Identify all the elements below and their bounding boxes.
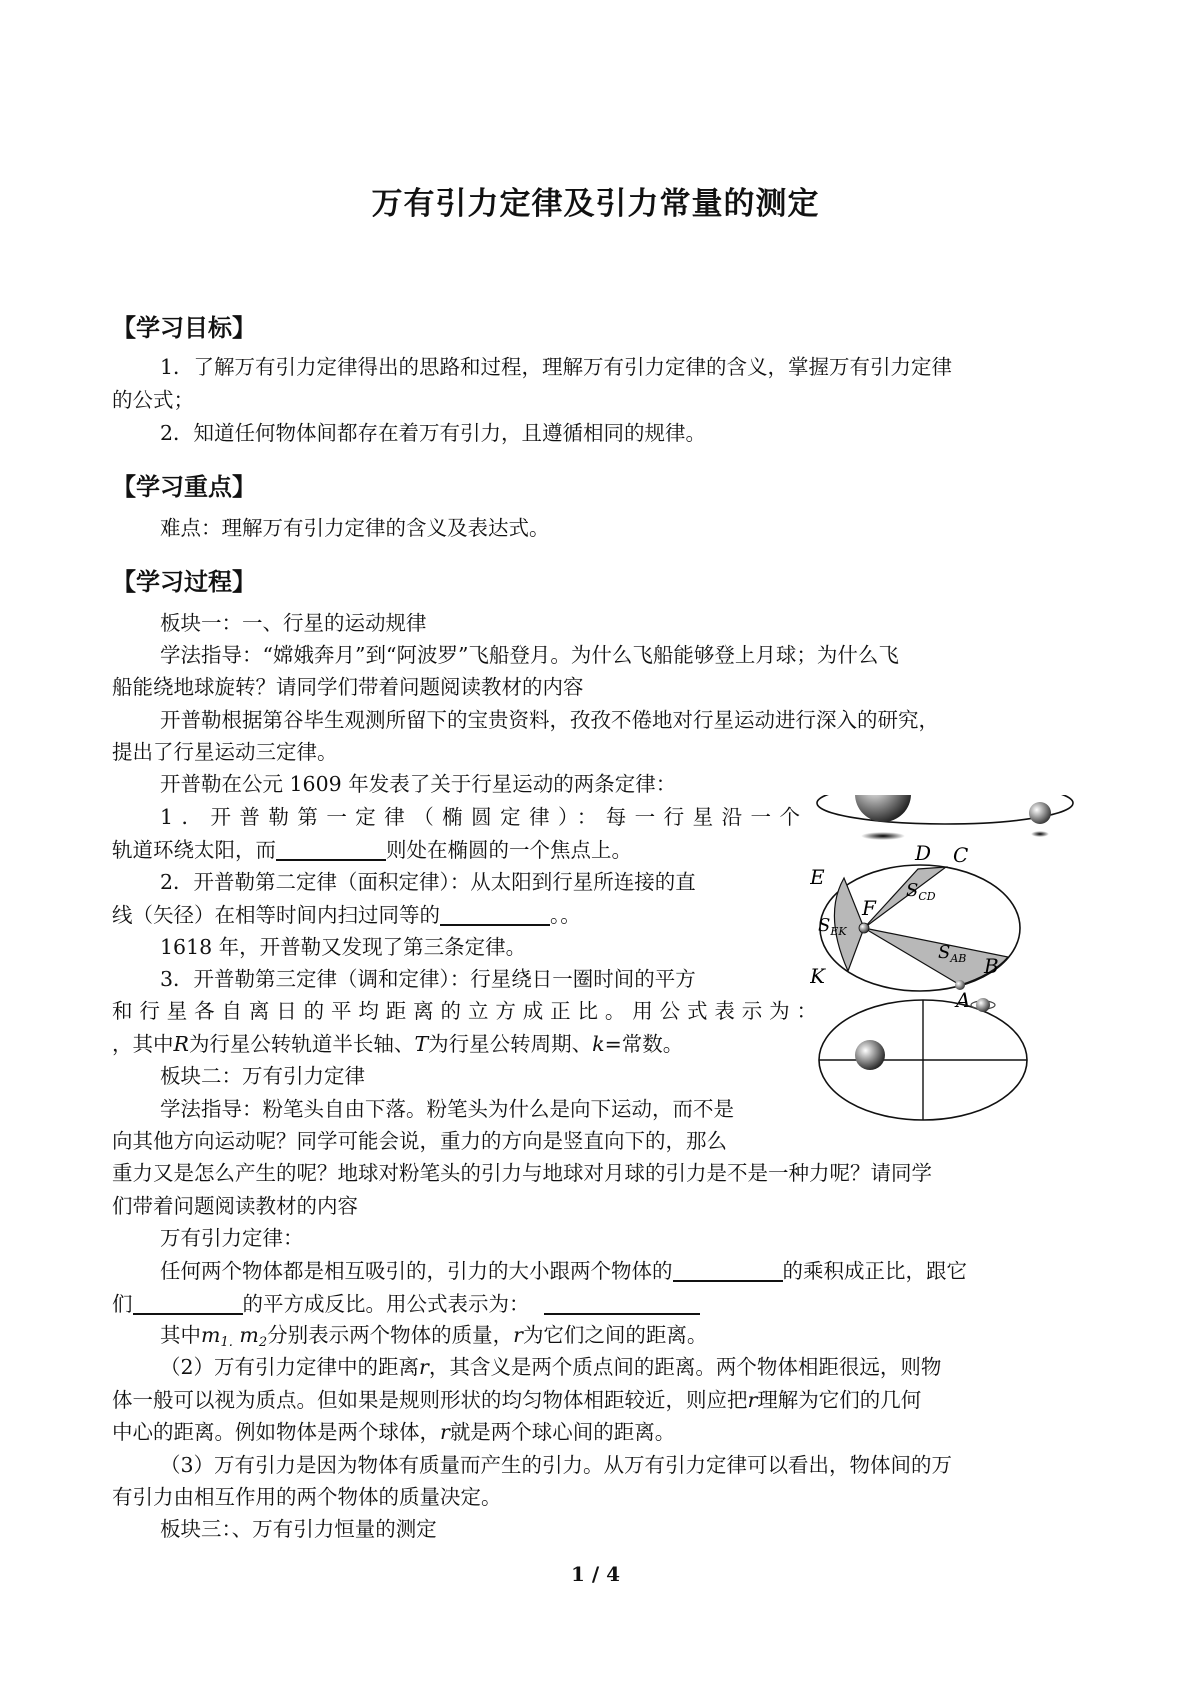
sun-shadow [861, 832, 905, 840]
p2-text-b2: 理解为它们的几何 [757, 1388, 922, 1412]
guide2-line-a: 学法指导：粉笔头自由下落。粉笔头为什么是向下运动，而不是 [160, 1097, 734, 1121]
point3-line-a: （3）万有引力是因为物体有质量而产生的引力。从万有引力定律可以看出，物体间的万 [160, 1453, 953, 1477]
focus-text: 难点：理解万有引力定律的含义及表达式。 [160, 516, 550, 540]
law-line-b [112, 1293, 700, 1315]
symbol-r: r [513, 1323, 523, 1347]
planet [1029, 802, 1051, 824]
label-s-ab: $S_{AB}$ [938, 942, 967, 965]
section-heading-goals: 【学习目标】 [112, 314, 256, 342]
symbol-R: R [173, 1032, 189, 1056]
section-heading-process: 【学习过程】 [112, 568, 256, 596]
p2-text-b1: 体一般可以视为质点。但如果是规则形状的均匀物体相距较近，则应把 [112, 1388, 748, 1412]
law2-line-a: 2．开普勒第二定律（面积定律）：从太阳到行星所连接的直 [160, 870, 696, 894]
blank-area[interactable] [440, 904, 550, 926]
axes-sun [855, 1040, 885, 1070]
law3-line-b: 和行星各自离日的平均距离的立方成正比。用公式表示为： [112, 999, 817, 1023]
law3-line-c [112, 1034, 683, 1055]
point2-line-a [160, 1357, 941, 1378]
focus-sun [859, 923, 869, 933]
orbit-figure [817, 795, 1073, 840]
guide1-line-a: 学法指导：“嫦娥奔月”到“阿波罗”飞船登月。为什么飞船能够登上月球；为什么飞 [160, 643, 899, 667]
guide2-line-b: 向其他方向运动呢？同学可能会说，重力的方向是竖直向下的，那么 [112, 1129, 727, 1153]
label-s-ek: $S_{EK}$ [818, 915, 847, 938]
p2-c-symbol-r: r [440, 1420, 450, 1444]
guide1-line-b: 船能绕地球旋转？请同学们带着问题阅读教材的内容 [112, 675, 584, 699]
symbol-m1-sub: 1. [220, 1335, 233, 1350]
symbol-m1: m [201, 1323, 221, 1347]
p2-text-a2: ，其含义是两个质点间的距离。两个物体相距很远，则物 [428, 1355, 942, 1379]
blank-distance[interactable] [133, 1293, 243, 1315]
p2-b-symbol-r: r [747, 1388, 758, 1412]
law2-text-pre: 线（矢径）在相等时间内扫过同等的 [112, 903, 440, 927]
block3-title: 板块三：、万有引力恒量的测定 [160, 1517, 437, 1541]
page-title: 万有引力定律及引力常量的测定 [371, 186, 820, 222]
section-heading-focus: 【学习重点】 [112, 473, 256, 501]
law1-line-b [112, 839, 632, 861]
guide2-line-c: 重力又是怎么产生的呢？地球对粉笔头的引力与地球对月球的引力是不是一种力呢？请同学 [112, 1161, 932, 1185]
law1-text-pre: 轨道环绕太阳，而 [112, 838, 276, 862]
law3-text-3: 为行星公转周期、 [428, 1032, 593, 1056]
where-text-pre: 其中 [160, 1323, 201, 1347]
label-b: B [984, 954, 999, 978]
blank-sun[interactable] [276, 839, 386, 861]
blank-mass-product[interactable] [673, 1260, 783, 1282]
goal-item-2: 2．知道任何物体间都存在着万有引力，且遵循相同的规律。 [160, 421, 707, 445]
law3-line-a: 3．开普勒第三定律（调和定律）：行星绕日一圈时间的平方 [160, 967, 696, 991]
label-c: C [953, 843, 969, 867]
page-number: 1 / 4 [570, 1562, 621, 1586]
blank-formula[interactable] [544, 1293, 700, 1315]
symbol-T: T [414, 1032, 429, 1056]
point2-line-b [112, 1390, 921, 1411]
law1-line-a: 1．开普勒第一定律（椭圆定律）：每一行星沿一个 [160, 805, 800, 829]
law-text-b-mid: 的平方成反比。用公式表示为： [242, 1292, 530, 1316]
label-f: F [862, 896, 876, 920]
kepler-1609: 开普勒在公元 1609 年发表了关于行星运动的两条定律： [160, 772, 677, 796]
kepler-figures [810, 795, 1080, 1125]
p2-text-c2: 就是两个球心间的距离。 [449, 1420, 676, 1444]
where-text-mid: 分别表示两个物体的质量， [267, 1323, 514, 1347]
law-text-b-pre: 们 [112, 1292, 133, 1316]
label-a: A [956, 988, 971, 1012]
block2-title: 板块二：万有引力定律 [160, 1064, 365, 1088]
symbol-k: k [592, 1032, 605, 1056]
area-law-figure [810, 841, 1020, 1012]
guide2-line-d: 们带着问题阅读教材的内容 [112, 1194, 358, 1218]
label-k: K [810, 964, 825, 988]
planet-shadow [1031, 831, 1049, 837]
label-e: E [810, 865, 825, 889]
goal-item-1: 1．了解万有引力定律得出的思路和过程，理解万有引力定律的含义，掌握万有引力定律 [160, 355, 953, 379]
law2-line-b [112, 904, 581, 926]
ringed-planet [976, 998, 990, 1012]
law-line-a [160, 1260, 967, 1282]
law1-text-post: 则处在椭圆的一个焦点上。 [386, 838, 632, 862]
law3-text-1: ，其中 [112, 1032, 174, 1056]
kepler-intro-a: 开普勒根据第谷毕生观测所留下的宝贵资料，孜孜不倦地对行星运动进行深入的研究， [160, 708, 939, 732]
block1-title: 板块一：一、行星的运动规律 [160, 611, 427, 635]
law2-text-post: 。。 [550, 903, 581, 927]
p2-text-a1: （2）万有引力定律中的距离 [160, 1355, 420, 1379]
sun [855, 795, 911, 822]
law3-text-4: =常数。 [604, 1032, 684, 1056]
law-text-a-post: 的乘积成正比，跟它 [782, 1259, 967, 1283]
kepler-intro-b: 提出了行星运动三定律。 [112, 740, 338, 764]
law-text-a-pre: 任何两个物体都是相互吸引的，引力的大小跟两个物体的 [160, 1259, 673, 1283]
label-s-cd: $S_{CD}$ [906, 880, 936, 903]
law3-text-2: 为行星公转轨道半长轴、 [188, 1032, 415, 1056]
where-line [160, 1325, 707, 1349]
label-d: D [915, 841, 932, 865]
p2-text-c1: 中心的距离。例如物体是两个球体， [112, 1420, 440, 1444]
symbol-m2-sub: 2 [258, 1335, 268, 1350]
point3-line-b: 有引力由相互作用的两个物体的质量决定。 [112, 1485, 502, 1509]
year-1618: 1618 年，开普勒又发现了第三条定律。 [160, 935, 527, 959]
where-text-post: 为它们之间的距离。 [522, 1323, 708, 1347]
goal-item-1-cont: 的公式； [112, 388, 194, 412]
law-title: 万有引力定律： [160, 1226, 304, 1250]
axes-ellipse-figure [819, 998, 1027, 1120]
p2-symbol-r: r [419, 1355, 429, 1379]
symbol-m2: m [239, 1323, 259, 1347]
point2-line-c [112, 1422, 675, 1443]
